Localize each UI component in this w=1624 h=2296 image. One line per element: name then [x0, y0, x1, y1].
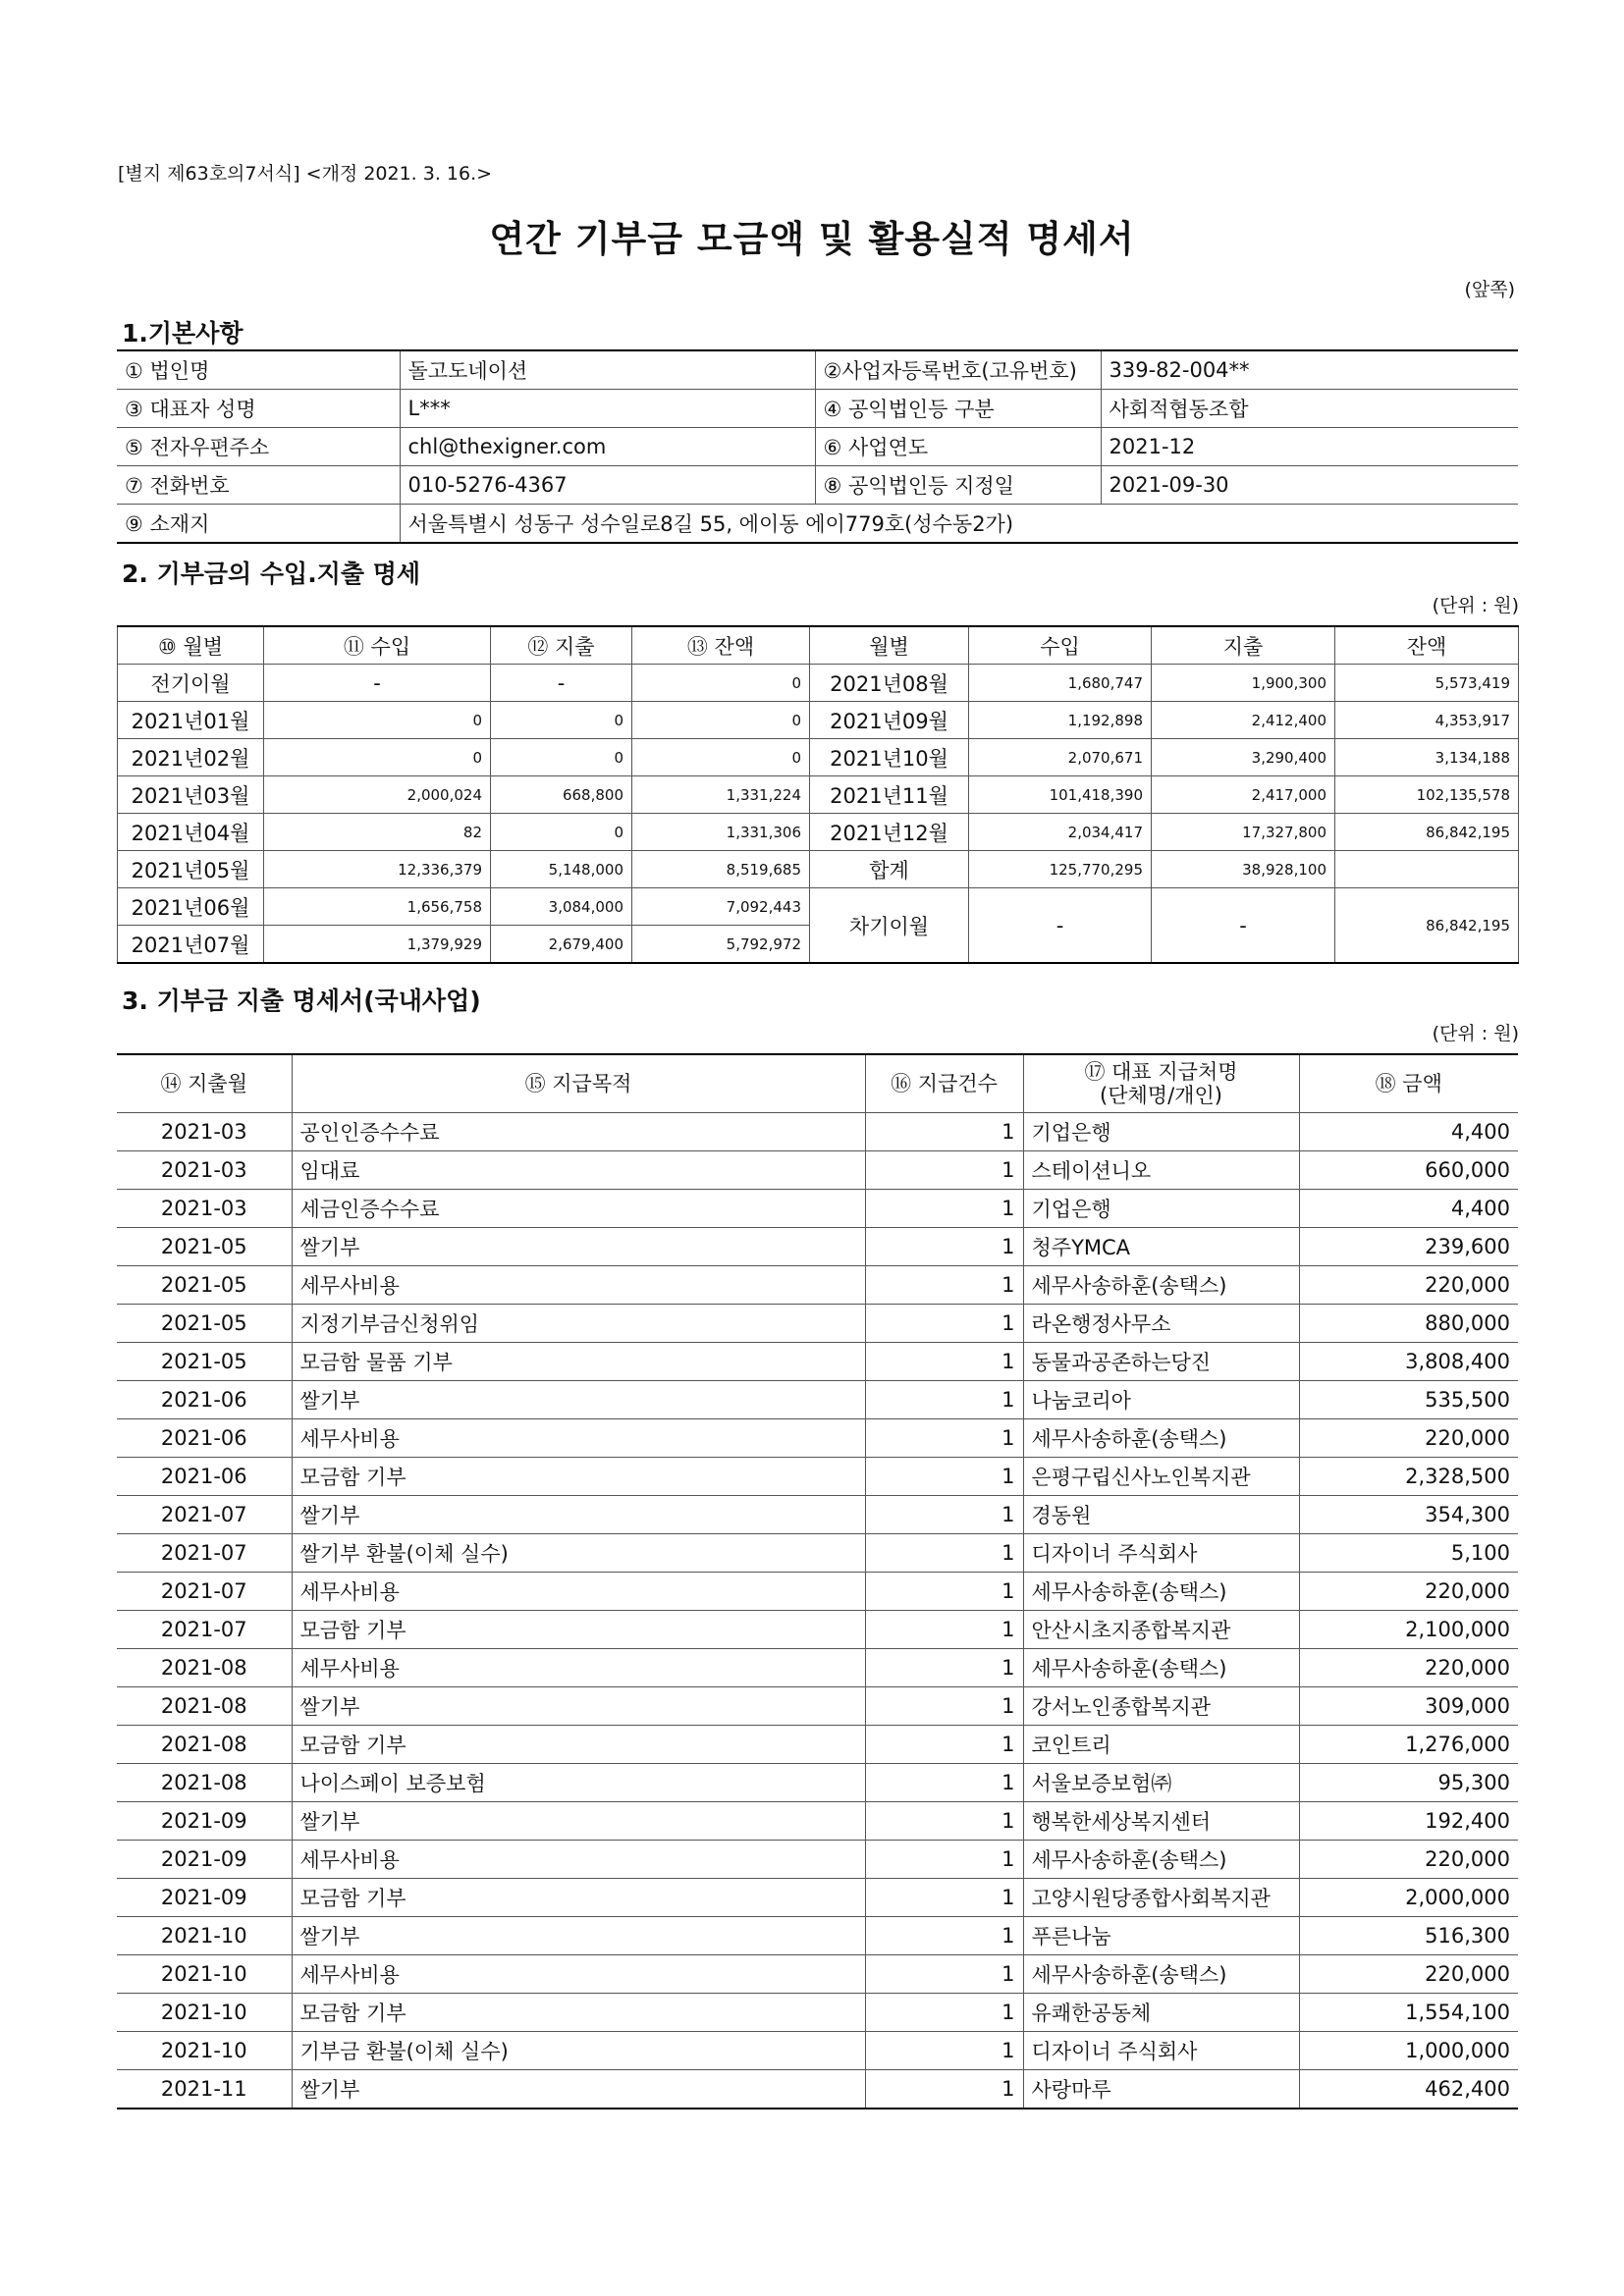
field-label: ②사업자등록번호(고유번호) — [815, 350, 1101, 390]
balance-cell: 1,331,306 — [632, 814, 810, 851]
expense-month: 2021-05 — [117, 1266, 292, 1305]
payment-count: 1 — [865, 1802, 1023, 1841]
field-label: ⑥ 사업연도 — [815, 428, 1101, 466]
column-header: 지출 — [1152, 626, 1335, 665]
month-cell: 2021년06월 — [118, 888, 264, 926]
page-side-label: (앞쪽) — [1464, 279, 1515, 300]
amount: 220,000 — [1299, 1573, 1518, 1611]
payment-count: 1 — [865, 1266, 1023, 1305]
payee-name: 기업은행 — [1023, 1113, 1299, 1151]
table-row — [117, 1955, 1518, 1994]
expense-month: 2021-08 — [117, 1687, 292, 1726]
income-cell: 1,680,747 — [969, 665, 1152, 702]
expense-month: 2021-10 — [117, 1917, 292, 1955]
payee-name: 디자이너 주식회사 — [1023, 2032, 1299, 2070]
column-header: ⑪ 수입 — [264, 626, 491, 665]
table-row — [117, 1841, 1518, 1879]
table-row — [117, 1994, 1518, 2032]
table-row — [117, 1611, 1518, 1649]
field-label: ④ 공익법인등 구분 — [815, 390, 1101, 428]
payment-purpose: 세금인증수수료 — [292, 1190, 865, 1228]
expense-month: 2021-06 — [117, 1381, 292, 1419]
amount: 4,400 — [1299, 1190, 1518, 1228]
expense-detail-table — [117, 1053, 1518, 2109]
expense-cell: 2,679,400 — [491, 926, 632, 964]
basic-info-table — [117, 349, 1518, 544]
column-header: ⑭ 지출월 — [117, 1054, 292, 1113]
field-value: 사회적협동조합 — [1101, 390, 1518, 428]
column-header: ⑱ 금액 — [1299, 1054, 1518, 1113]
column-header: ⑯ 지급건수 — [865, 1054, 1023, 1113]
payee-name: 서울보증보험㈜ — [1023, 1764, 1299, 1802]
month-cell: 전기이월 — [118, 665, 264, 702]
amount: 2,000,000 — [1299, 1879, 1518, 1917]
payee-name: 유쾌한공동체 — [1023, 1994, 1299, 2032]
payee-name: 청주YMCA — [1023, 1228, 1299, 1266]
table-row — [117, 1726, 1518, 1764]
payee-name: 동물과공존하는당진 — [1023, 1343, 1299, 1381]
amount: 220,000 — [1299, 1955, 1518, 1994]
payee-name: 스테이션니오 — [1023, 1151, 1299, 1190]
table-row — [117, 1228, 1518, 1266]
payee-name: 경동원 — [1023, 1496, 1299, 1534]
month-cell: 합계 — [810, 851, 969, 888]
expense-cell: 0 — [491, 814, 632, 851]
payee-name: 푸른나눔 — [1023, 1917, 1299, 1955]
amount: 535,500 — [1299, 1381, 1518, 1419]
expense-month: 2021-07 — [117, 1496, 292, 1534]
column-header: 잔액 — [1335, 626, 1519, 665]
payment-count: 1 — [865, 1305, 1023, 1343]
column-header: 수입 — [969, 626, 1152, 665]
expense-month: 2021-06 — [117, 1458, 292, 1496]
payment-count: 1 — [865, 1611, 1023, 1649]
balance-cell: 102,135,578 — [1335, 776, 1519, 814]
address-row — [117, 505, 1518, 544]
expense-month: 2021-07 — [117, 1534, 292, 1573]
balance-cell: 0 — [632, 702, 810, 739]
payment-count: 1 — [865, 2032, 1023, 2070]
payment-purpose: 모금함 기부 — [292, 1726, 865, 1764]
month-cell: 2021년10월 — [810, 739, 969, 776]
payment-purpose: 임대료 — [292, 1151, 865, 1190]
payment-count: 1 — [865, 1343, 1023, 1381]
address-value: 서울특별시 성동구 성수일로8길 55, 에이동 에이779호(성수동2가) — [400, 505, 1518, 544]
payment-purpose: 쌀기부 — [292, 1687, 865, 1726]
amount: 4,400 — [1299, 1113, 1518, 1151]
income-cell: 1,656,758 — [264, 888, 491, 926]
payee-name: 세무사송하훈(송택스) — [1023, 1841, 1299, 1879]
balance-cell: 86,842,195 — [1335, 814, 1519, 851]
column-header: 월별 — [810, 626, 969, 665]
expense-cell: 1,900,300 — [1152, 665, 1335, 702]
payee-name: 세무사송하훈(송택스) — [1023, 1955, 1299, 1994]
payee-name: 세무사송하훈(송택스) — [1023, 1419, 1299, 1458]
expense-month: 2021-10 — [117, 1955, 292, 1994]
field-label: ⑤ 전자우편주소 — [117, 428, 400, 466]
document-title: 연간 기부금 모금액 및 활용실적 명세서 — [489, 218, 1135, 260]
income-cell: 125,770,295 — [969, 851, 1152, 888]
expense-month: 2021-03 — [117, 1113, 292, 1151]
expense-month: 2021-05 — [117, 1305, 292, 1343]
payment-count: 1 — [865, 1994, 1023, 2032]
amount: 354,300 — [1299, 1496, 1518, 1534]
table-row — [117, 1917, 1518, 1955]
column-header: ⑫ 지출 — [491, 626, 632, 665]
amount: 660,000 — [1299, 1151, 1518, 1190]
section2-unit: (단위 : 원) — [1432, 595, 1519, 616]
basic-info-row — [117, 390, 1518, 428]
expense-month: 2021-09 — [117, 1802, 292, 1841]
field-label: ⑧ 공익법인등 지정일 — [815, 466, 1101, 505]
balance-cell: 3,134,188 — [1335, 739, 1519, 776]
table-row — [117, 1266, 1518, 1305]
field-value: 2021-12 — [1101, 428, 1518, 466]
payment-purpose: 쌀기부 — [292, 1381, 865, 1419]
expense-month: 2021-09 — [117, 1841, 292, 1879]
payment-purpose: 쌀기부 — [292, 1496, 865, 1534]
expense-month: 2021-10 — [117, 1994, 292, 2032]
payment-purpose: 쌀기부 — [292, 1917, 865, 1955]
payment-purpose: 쌀기부 — [292, 2070, 865, 2109]
section1-heading: 1.기본사항 — [122, 319, 244, 347]
payment-purpose: 나이스페이 보증보험 — [292, 1764, 865, 1802]
amount: 95,300 — [1299, 1764, 1518, 1802]
expense-cell: 668,800 — [491, 776, 632, 814]
payee-name: 은평구립신사노인복지관 — [1023, 1458, 1299, 1496]
payment-purpose: 모금함 기부 — [292, 1458, 865, 1496]
payment-purpose: 세무사비용 — [292, 1419, 865, 1458]
amount: 2,328,500 — [1299, 1458, 1518, 1496]
month-cell: 2021년09월 — [810, 702, 969, 739]
payment-count: 1 — [865, 1841, 1023, 1879]
expense-month: 2021-08 — [117, 1764, 292, 1802]
payment-purpose: 모금함 기부 — [292, 1994, 865, 2032]
balance-cell: 5,573,419 — [1335, 665, 1519, 702]
income-cell: - — [264, 665, 491, 702]
table-row — [117, 1534, 1518, 1573]
expense-cell: 0 — [491, 702, 632, 739]
payment-count: 1 — [865, 1151, 1023, 1190]
table-row — [117, 1343, 1518, 1381]
section3-heading: 3. 기부금 지출 명세서(국내사업) — [122, 987, 481, 1015]
balance-cell: 4,353,917 — [1335, 702, 1519, 739]
section2-heading: 2. 기부금의 수입.지출 명세 — [122, 560, 421, 588]
payment-count: 1 — [865, 1573, 1023, 1611]
income-cell: 2,034,417 — [969, 814, 1152, 851]
amount: 5,100 — [1299, 1534, 1518, 1573]
payee-name: 코인트리 — [1023, 1726, 1299, 1764]
income-cell: 101,418,390 — [969, 776, 1152, 814]
form-reference: [별지 제63호의7서식] <개정 2021. 3. 16.> — [118, 163, 493, 185]
income-cell: 82 — [264, 814, 491, 851]
table-row — [117, 1151, 1518, 1190]
payment-count: 1 — [865, 1917, 1023, 1955]
table-row — [117, 1496, 1518, 1534]
payee-name: 라온행정사무소 — [1023, 1305, 1299, 1343]
table-row — [117, 1458, 1518, 1496]
income-cell: 0 — [264, 739, 491, 776]
payment-count: 1 — [865, 1534, 1023, 1573]
payment-count: 1 — [865, 1419, 1023, 1458]
income-cell: 12,336,379 — [264, 851, 491, 888]
month-cell: 2021년12월 — [810, 814, 969, 851]
payment-count: 1 — [865, 1879, 1023, 1917]
expense-cell: 5,148,000 — [491, 851, 632, 888]
basic-info-row — [117, 466, 1518, 505]
payment-count: 1 — [865, 1381, 1023, 1419]
payment-purpose: 지정기부금신청위임 — [292, 1305, 865, 1343]
amount: 220,000 — [1299, 1841, 1518, 1879]
expense-month: 2021-08 — [117, 1726, 292, 1764]
table-row — [117, 1305, 1518, 1343]
payee-name: 사랑마루 — [1023, 2070, 1299, 2109]
balance-cell: 0 — [632, 665, 810, 702]
payment-count: 1 — [865, 1764, 1023, 1802]
payment-count: 1 — [865, 1726, 1023, 1764]
payment-count: 1 — [865, 1687, 1023, 1726]
table-row — [117, 1573, 1518, 1611]
payment-count: 1 — [865, 1649, 1023, 1687]
month-cell: 2021년03월 — [118, 776, 264, 814]
field-label: ⑦ 전화번호 — [117, 466, 400, 505]
table-row — [117, 1381, 1518, 1419]
payment-count: 1 — [865, 1955, 1023, 1994]
payment-count: 1 — [865, 1458, 1023, 1496]
expense-cell: 3,290,400 — [1152, 739, 1335, 776]
table-row — [118, 851, 1519, 888]
table-row — [117, 1649, 1518, 1687]
carry-income: - — [969, 888, 1152, 964]
table-row — [117, 1687, 1518, 1726]
amount: 1,554,100 — [1299, 1994, 1518, 2032]
expense-month: 2021-08 — [117, 1649, 292, 1687]
expense-cell: 0 — [491, 739, 632, 776]
table-row — [118, 739, 1519, 776]
table-row — [117, 2070, 1518, 2109]
field-value: chl@thexigner.com — [400, 428, 815, 466]
payment-purpose: 쌀기부 — [292, 1802, 865, 1841]
table-row — [118, 814, 1519, 851]
field-label: ① 법인명 — [117, 350, 400, 390]
balance-cell — [1335, 851, 1519, 888]
expense-month: 2021-03 — [117, 1151, 292, 1190]
payee-name: 기업은행 — [1023, 1190, 1299, 1228]
amount: 239,600 — [1299, 1228, 1518, 1266]
table-row — [118, 888, 1519, 926]
table-row — [117, 1764, 1518, 1802]
field-label: ③ 대표자 성명 — [117, 390, 400, 428]
basic-info-row — [117, 350, 1518, 390]
section3-unit: (단위 : 원) — [1432, 1023, 1519, 1044]
amount: 880,000 — [1299, 1305, 1518, 1343]
month-cell: 2021년05월 — [118, 851, 264, 888]
table-row — [117, 1802, 1518, 1841]
payee-name: 안산시초지종합복지관 — [1023, 1611, 1299, 1649]
amount: 1,000,000 — [1299, 2032, 1518, 2070]
expense-month: 2021-03 — [117, 1190, 292, 1228]
table-row — [118, 665, 1519, 702]
payee-name: 행복한세상복지센터 — [1023, 1802, 1299, 1841]
payee-name: 디자이너 주식회사 — [1023, 1534, 1299, 1573]
balance-cell: 8,519,685 — [632, 851, 810, 888]
payee-name: 나눔코리아 — [1023, 1381, 1299, 1419]
expense-cell: 17,327,800 — [1152, 814, 1335, 851]
table-row — [118, 702, 1519, 739]
expense-cell: - — [491, 665, 632, 702]
income-cell: 2,070,671 — [969, 739, 1152, 776]
payment-count: 1 — [865, 1228, 1023, 1266]
payment-purpose: 모금함 기부 — [292, 1879, 865, 1917]
table-row — [117, 1113, 1518, 1151]
field-value: 010-5276-4367 — [400, 466, 815, 505]
table-row — [118, 776, 1519, 814]
amount: 462,400 — [1299, 2070, 1518, 2109]
balance-cell: 0 — [632, 739, 810, 776]
amount: 192,400 — [1299, 1802, 1518, 1841]
expense-month: 2021-05 — [117, 1343, 292, 1381]
payment-purpose: 세무사비용 — [292, 1841, 865, 1879]
payment-purpose: 쌀기부 환불(이체 실수) — [292, 1534, 865, 1573]
balance-cell: 7,092,443 — [632, 888, 810, 926]
expense-month: 2021-07 — [117, 1573, 292, 1611]
payee-name: 세무사송하훈(송택스) — [1023, 1266, 1299, 1305]
carry-expense: - — [1152, 888, 1335, 964]
payment-purpose: 세무사비용 — [292, 1649, 865, 1687]
table-row — [117, 1190, 1518, 1228]
table-row — [117, 1879, 1518, 1917]
basic-info-row — [117, 428, 1518, 466]
payment-count: 1 — [865, 1496, 1023, 1534]
amount: 220,000 — [1299, 1649, 1518, 1687]
amount: 3,808,400 — [1299, 1343, 1518, 1381]
month-cell: 2021년07월 — [118, 926, 264, 964]
field-value: 돌고도네이션 — [400, 350, 815, 390]
income-cell: 1,192,898 — [969, 702, 1152, 739]
column-header: ⑰ 대표 지급처명 (단체명/개인) — [1023, 1054, 1299, 1113]
amount: 220,000 — [1299, 1419, 1518, 1458]
payment-purpose: 모금함 물품 기부 — [292, 1343, 865, 1381]
month-cell: 2021년01월 — [118, 702, 264, 739]
income-cell: 2,000,024 — [264, 776, 491, 814]
payment-count: 1 — [865, 2070, 1023, 2109]
carry-over-label: 차기이월 — [810, 888, 969, 964]
month-cell: 2021년04월 — [118, 814, 264, 851]
payment-purpose: 쌀기부 — [292, 1228, 865, 1266]
payment-purpose: 세무사비용 — [292, 1266, 865, 1305]
income-cell: 0 — [264, 702, 491, 739]
payment-count: 1 — [865, 1113, 1023, 1151]
payment-purpose: 기부금 환불(이체 실수) — [292, 2032, 865, 2070]
expense-month: 2021-10 — [117, 2032, 292, 2070]
payment-purpose: 세무사비용 — [292, 1955, 865, 1994]
field-value: 339-82-004** — [1101, 350, 1518, 390]
payee-name: 세무사송하훈(송택스) — [1023, 1573, 1299, 1611]
month-cell: 2021년02월 — [118, 739, 264, 776]
column-header: ⑬ 잔액 — [632, 626, 810, 665]
table-row — [117, 2032, 1518, 2070]
expense-month: 2021-05 — [117, 1228, 292, 1266]
expense-cell: 3,084,000 — [491, 888, 632, 926]
address-label: ⑨ 소재지 — [117, 505, 400, 544]
amount: 1,276,000 — [1299, 1726, 1518, 1764]
expense-month: 2021-06 — [117, 1419, 292, 1458]
amount: 2,100,000 — [1299, 1611, 1518, 1649]
field-value: 2021-09-30 — [1101, 466, 1518, 505]
income-cell: 1,379,929 — [264, 926, 491, 964]
payment-count: 1 — [865, 1190, 1023, 1228]
column-header: ⑩ 월별 — [118, 626, 264, 665]
balance-cell: 1,331,224 — [632, 776, 810, 814]
payment-purpose: 세무사비용 — [292, 1573, 865, 1611]
amount: 220,000 — [1299, 1266, 1518, 1305]
payment-purpose: 공인인증수수료 — [292, 1113, 865, 1151]
expense-month: 2021-07 — [117, 1611, 292, 1649]
expense-cell: 38,928,100 — [1152, 851, 1335, 888]
column-header: ⑮ 지급목적 — [292, 1054, 865, 1113]
carry-balance: 86,842,195 — [1335, 888, 1519, 964]
balance-cell: 5,792,972 — [632, 926, 810, 964]
amount: 516,300 — [1299, 1917, 1518, 1955]
income-expense-table — [117, 625, 1519, 964]
table-row — [117, 1419, 1518, 1458]
expense-cell: 2,417,000 — [1152, 776, 1335, 814]
expense-month: 2021-11 — [117, 2070, 292, 2109]
expense-month: 2021-09 — [117, 1879, 292, 1917]
payee-name: 강서노인종합복지관 — [1023, 1687, 1299, 1726]
payment-purpose: 모금함 기부 — [292, 1611, 865, 1649]
month-cell: 2021년11월 — [810, 776, 969, 814]
expense-cell: 2,412,400 — [1152, 702, 1335, 739]
month-cell: 2021년08월 — [810, 665, 969, 702]
field-value: L*** — [400, 390, 815, 428]
payee-name: 고양시원당종합사회복지관 — [1023, 1879, 1299, 1917]
amount: 309,000 — [1299, 1687, 1518, 1726]
payee-name: 세무사송하훈(송택스) — [1023, 1649, 1299, 1687]
